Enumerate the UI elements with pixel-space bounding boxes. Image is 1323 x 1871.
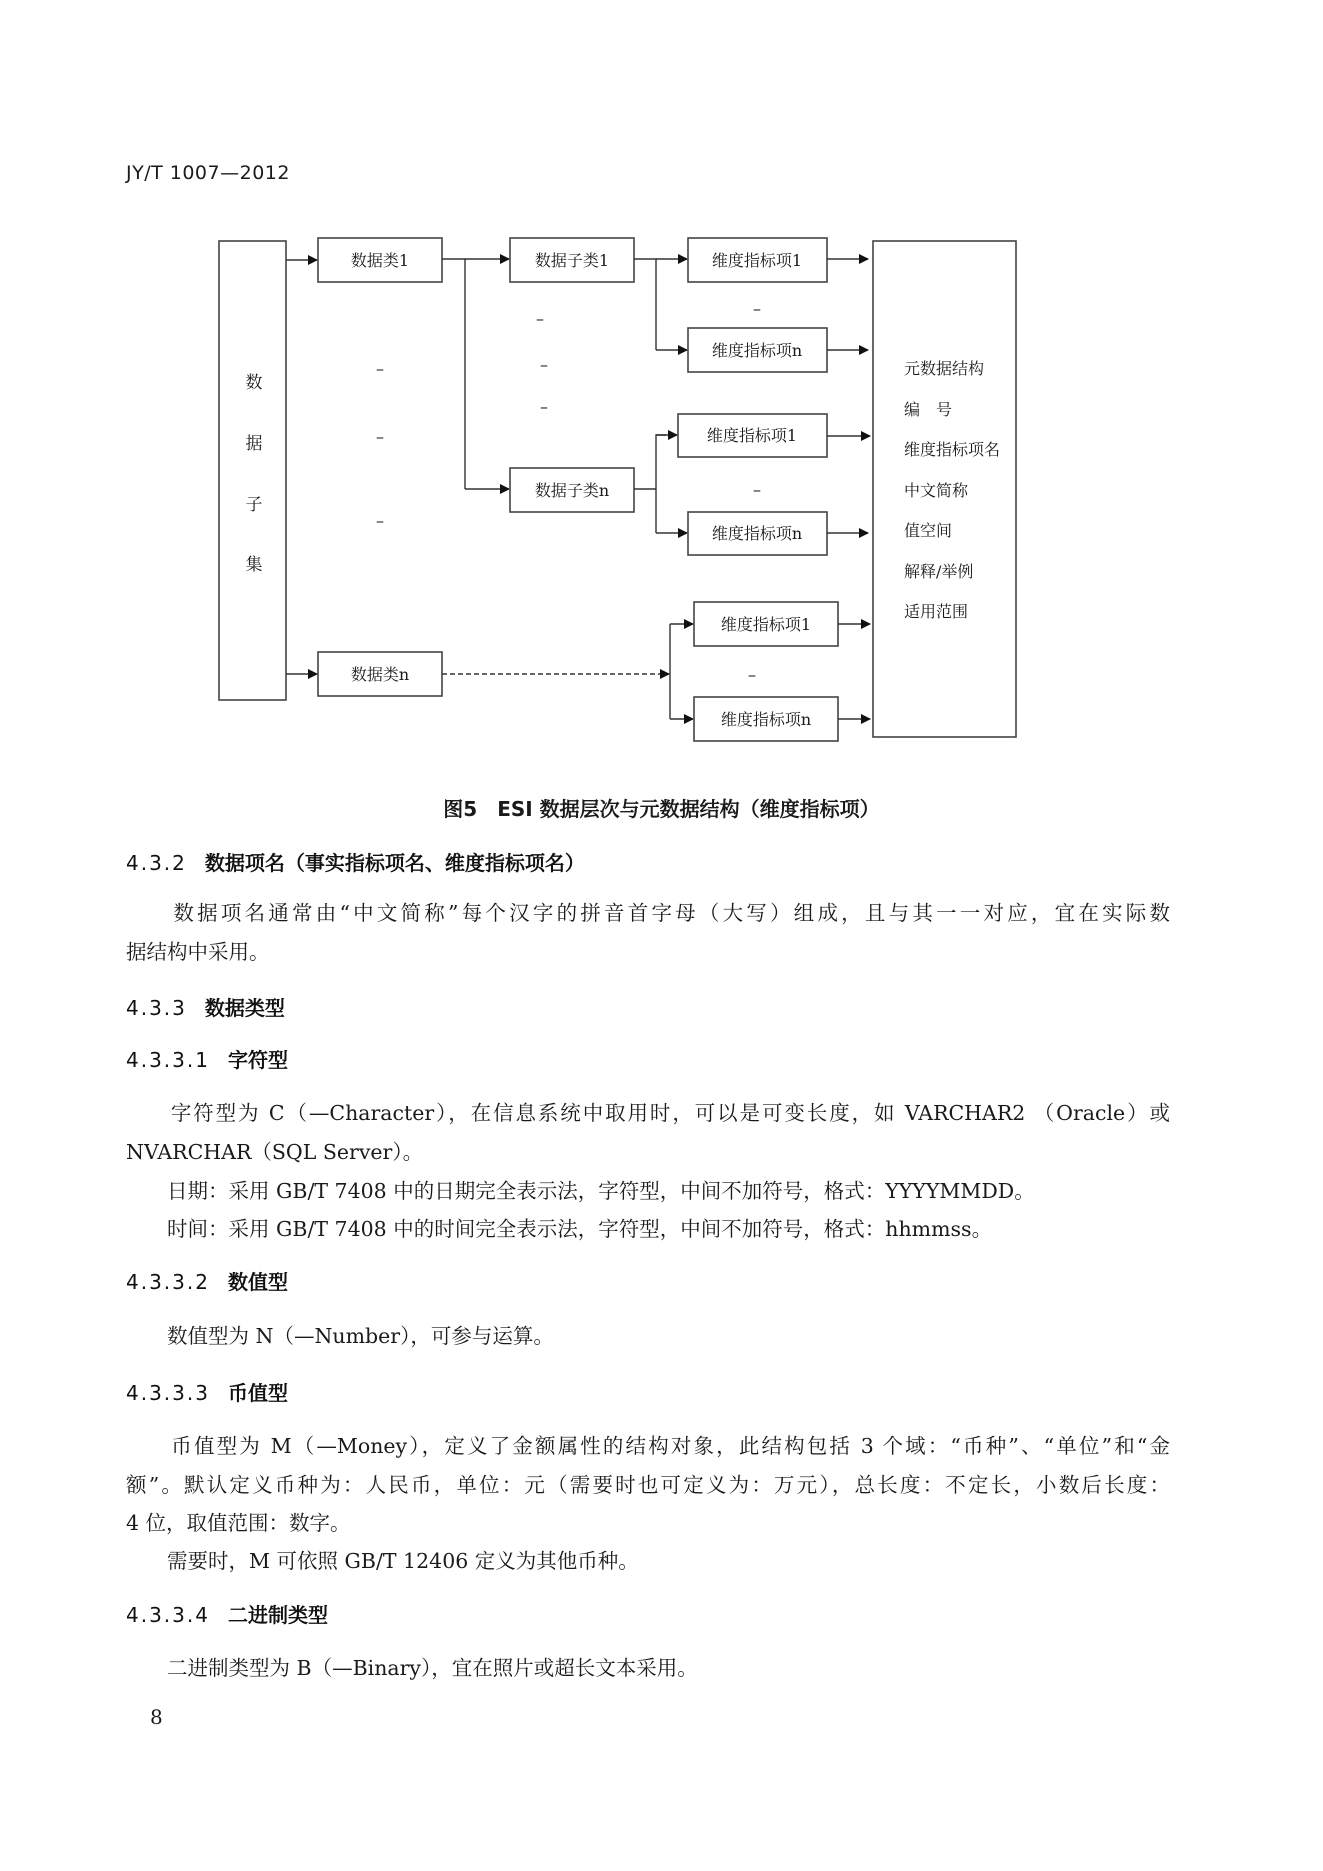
section-number: 4.3.3.1	[126, 1048, 210, 1072]
ellipsis-mark: –	[540, 397, 548, 416]
section-heading-4-3-3	[126, 992, 285, 1021]
paragraph-line: 数值型为 N（—Number），可参与运算。	[126, 1324, 554, 1348]
connector-class1	[442, 259, 465, 489]
ellipsis-mark: –	[376, 427, 384, 446]
section-heading-4-3-3-4	[126, 1599, 328, 1628]
section-number: 4.3.3	[126, 996, 187, 1020]
metadata-line: 适用范围	[904, 602, 969, 621]
section-number: 4.3.3.4	[126, 1603, 210, 1627]
section-title: 数据项名（事实指标项名、维度指标项名）	[204, 851, 585, 875]
subclass-label-n: 数据子类n	[534, 481, 610, 500]
metadata-line: 编 号	[904, 400, 953, 419]
section-number: 4.3.3.2	[126, 1270, 210, 1294]
metadata-line: 维度指标项名	[904, 440, 1001, 459]
data-subset-char: 据	[245, 434, 263, 454]
section-title: 币值型	[227, 1381, 288, 1405]
figure-caption: 图5 ESI 数据层次与元数据结构（维度指标项）	[443, 797, 880, 821]
subclass-label-1: 数据子类1	[534, 251, 610, 270]
ellipsis-mark: –	[753, 480, 761, 499]
ellipsis-mark: –	[753, 299, 761, 318]
paragraph-line: 4 位，取值范围：数字。	[126, 1511, 351, 1535]
item-label: 维度指标项1	[706, 426, 798, 445]
paragraph-line: 字符型为 C（—Character），在信息系统中取用时，可以是可变长度，如 VARCHAR2 （Oracle）或	[126, 1101, 1170, 1125]
metadata-line: 值空间	[904, 521, 953, 540]
paragraph-line: 币值型为 M（—Money），定义了金额属性的结构对象，此结构包括 3 个域：“币种”、“单位”和“金	[126, 1434, 1170, 1458]
connector-subclass1	[634, 259, 656, 350]
section-heading-4-3-2	[126, 847, 585, 876]
paragraph-line: 二进制类型为 B（—Binary），宜在照片或超长文本采用。	[126, 1656, 698, 1680]
section-title: 字符型	[227, 1048, 288, 1072]
ellipsis-mark: –	[536, 309, 544, 328]
hierarchy-diagram	[0, 0, 1323, 780]
section-heading-4-3-3-2	[126, 1266, 288, 1295]
section-heading-4-3-3-1	[126, 1044, 288, 1073]
metadata-line: 中文简称	[904, 481, 969, 500]
section-heading-4-3-3-3	[126, 1377, 288, 1406]
data-subset-box	[219, 241, 286, 700]
paragraph-line: 需要时，M 可依照 GB/T 12406 定义为其他币种。	[126, 1549, 639, 1573]
data-subset-char: 集	[245, 555, 263, 575]
section-number: 4.3.2	[126, 851, 187, 875]
document-id: JY/T 1007—2012	[126, 162, 290, 184]
section-title: 数值型	[227, 1270, 288, 1294]
metadata-line: 解释/举例	[904, 562, 974, 581]
class-label-1: 数据类1	[350, 251, 410, 270]
paragraph-line: 时间：采用 GB/T 7408 中的时间完全表示法，字符型，中间不加符号，格式：hhmmss。	[126, 1217, 993, 1241]
ellipsis-mark: –	[540, 355, 548, 374]
paragraph-line: 额”。默认定义币种为：人民币，单位：元（需要时也可定义为：万元），总长度：不定长，小数后长度：	[126, 1473, 1170, 1497]
item-label: 维度指标项1	[711, 251, 803, 270]
metadata-line: 元数据结构	[904, 359, 985, 378]
data-subset-char: 子	[245, 495, 263, 515]
section-number: 4.3.3.3	[126, 1381, 210, 1405]
paragraph-line: 数据项名通常由“中文简称”每个汉字的拼音首字母（大写）组成，且与其一一对应，宜在实际数	[126, 901, 1170, 925]
item-label: 维度指标项1	[720, 615, 812, 634]
paragraph-line: 据结构中采用。	[126, 940, 270, 964]
ellipsis-mark: –	[376, 359, 384, 378]
class-label-n: 数据类n	[350, 665, 410, 684]
ellipsis-mark: –	[748, 665, 756, 684]
section-title: 二进制类型	[227, 1603, 328, 1627]
item-label: 维度指标项n	[720, 710, 812, 729]
paragraph-line: 日期：采用 GB/T 7408 中的日期完全表示法，字符型，中间不加符号，格式：YYYYMMDD。	[126, 1179, 1035, 1203]
connector-subclassn-vertical	[656, 435, 666, 533]
data-subset-char: 数	[245, 373, 263, 393]
item-label: 维度指标项n	[711, 341, 803, 360]
item-label: 维度指标项n	[711, 524, 803, 543]
ellipsis-mark: –	[376, 511, 384, 530]
paragraph-line: NVARCHAR（SQL Server）。	[126, 1140, 424, 1164]
page-number: 8	[150, 1705, 163, 1729]
section-title: 数据类型	[204, 996, 285, 1020]
